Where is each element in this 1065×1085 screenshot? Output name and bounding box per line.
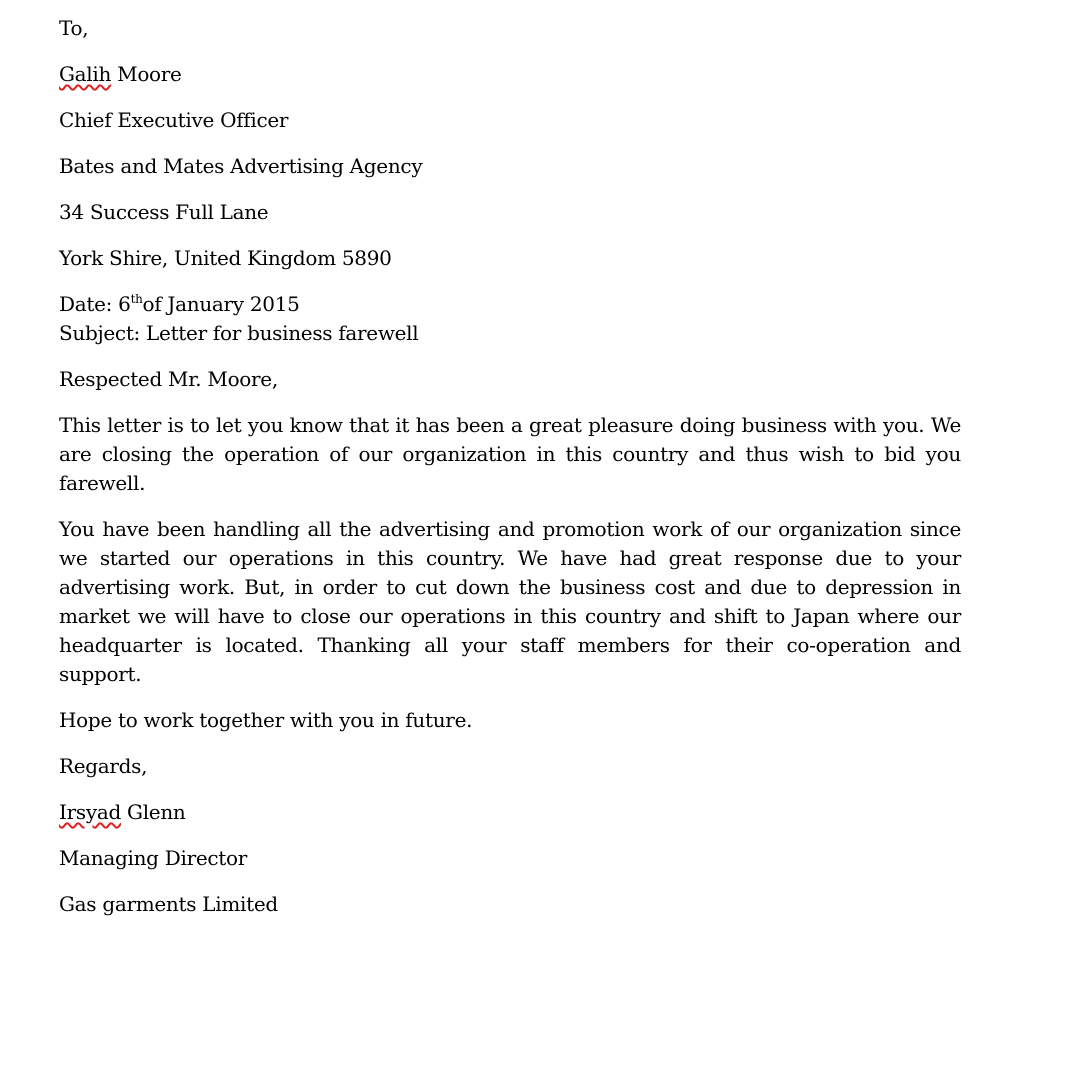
closing: Regards,	[59, 754, 148, 778]
to-line: To,	[59, 16, 89, 40]
date-line	[59, 290, 961, 319]
recipient-address-line1: 34 Success Full Lane	[59, 200, 269, 224]
recipient-name	[59, 60, 961, 89]
recipient-first-name: Galih	[59, 62, 112, 86]
subject-line: Subject: Letter for business farewell	[59, 321, 419, 345]
letter-document	[59, 14, 961, 936]
recipient-address-line2: York Shire, United Kingdom 5890	[59, 246, 392, 270]
date-ordinal: th	[130, 292, 143, 306]
body-paragraph-3: Hope to work together with you in future.	[59, 708, 473, 732]
recipient-company: Bates and Mates Advertising Agency	[59, 154, 423, 178]
recipient-last-name: Moore	[117, 62, 182, 86]
body-paragraph-2: You have been handling all the advertising and promotion work of our organization since we started our operations in this country. We have had great response due to your advertising work. But, in order to cut down the business cost and due to depression in market we will have to close our operations in this country and shift to Japan where our headquarter is located. Thanking all your staff members for their co-operation and support.	[59, 517, 961, 686]
body-paragraph-1: This letter is to let you know that it has been a great pleasure doing business with you. We are closing the operation of our organization in this country and thus wish to bid you farewell.	[59, 413, 961, 495]
date-day: Date: 6	[59, 292, 131, 316]
sender-name	[59, 798, 961, 827]
sender-company: Gas garments Limited	[59, 892, 278, 916]
sender-title: Managing Director	[59, 846, 248, 870]
date-rest: of January 2015	[142, 292, 300, 316]
recipient-title: Chief Executive Officer	[59, 108, 289, 132]
greeting: Respected Mr. Moore,	[59, 367, 278, 391]
sender-first-name: Irsyad	[59, 800, 121, 824]
sender-last-name: Glenn	[127, 800, 186, 824]
